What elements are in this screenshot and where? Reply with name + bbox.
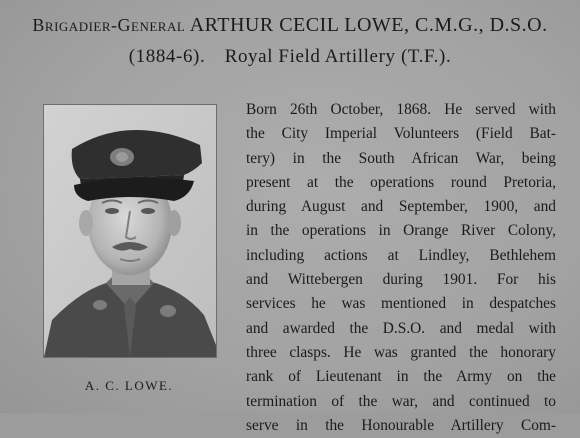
portrait-image bbox=[44, 105, 216, 357]
bio-line: three clasps. He was granted the honorary bbox=[246, 343, 556, 361]
bio-line: serve in the Honourable Artillery Com- bbox=[246, 416, 556, 434]
page-subtitle bbox=[0, 46, 580, 68]
biography-text bbox=[246, 98, 556, 438]
portrait-photo bbox=[43, 104, 217, 358]
portrait-caption: A. C. LOWE. bbox=[84, 378, 174, 393]
officer-name: ARTHUR CECIL LOWE, C.M.G., D.S.O. bbox=[189, 14, 548, 36]
page-title bbox=[0, 14, 580, 37]
bio-line: and awarded the D.S.O. and medal with bbox=[246, 319, 556, 337]
bio-line: termination of the war, and continued to bbox=[246, 392, 556, 410]
bio-line: the City Imperial Volunteers (Field Bat- bbox=[246, 125, 556, 143]
bio-line: in the operations in Orange River Colony, bbox=[246, 222, 556, 240]
school-years: (1884-6). bbox=[128, 46, 206, 67]
bio-line: present at the operations round Pretoria, bbox=[246, 173, 556, 191]
bio-line: during August and September, 1900, and bbox=[246, 198, 556, 216]
regiment-text: Royal Field Artillery (T.F.). bbox=[224, 46, 452, 67]
bio-line: and Wittebergen during 1901. For his bbox=[246, 271, 556, 289]
bio-line: rank of Lieutenant in the Army on the bbox=[246, 368, 556, 386]
bio-line: services he was mentioned in despatches bbox=[246, 295, 556, 313]
bio-line: tery) in the South African War, being bbox=[246, 149, 556, 167]
bio-line: including actions at Lindley, Bethlehem bbox=[246, 246, 556, 264]
rank-text: Brigadier-General bbox=[32, 15, 186, 35]
bio-line: Born 26th October, 1868. He served with bbox=[246, 101, 556, 118]
